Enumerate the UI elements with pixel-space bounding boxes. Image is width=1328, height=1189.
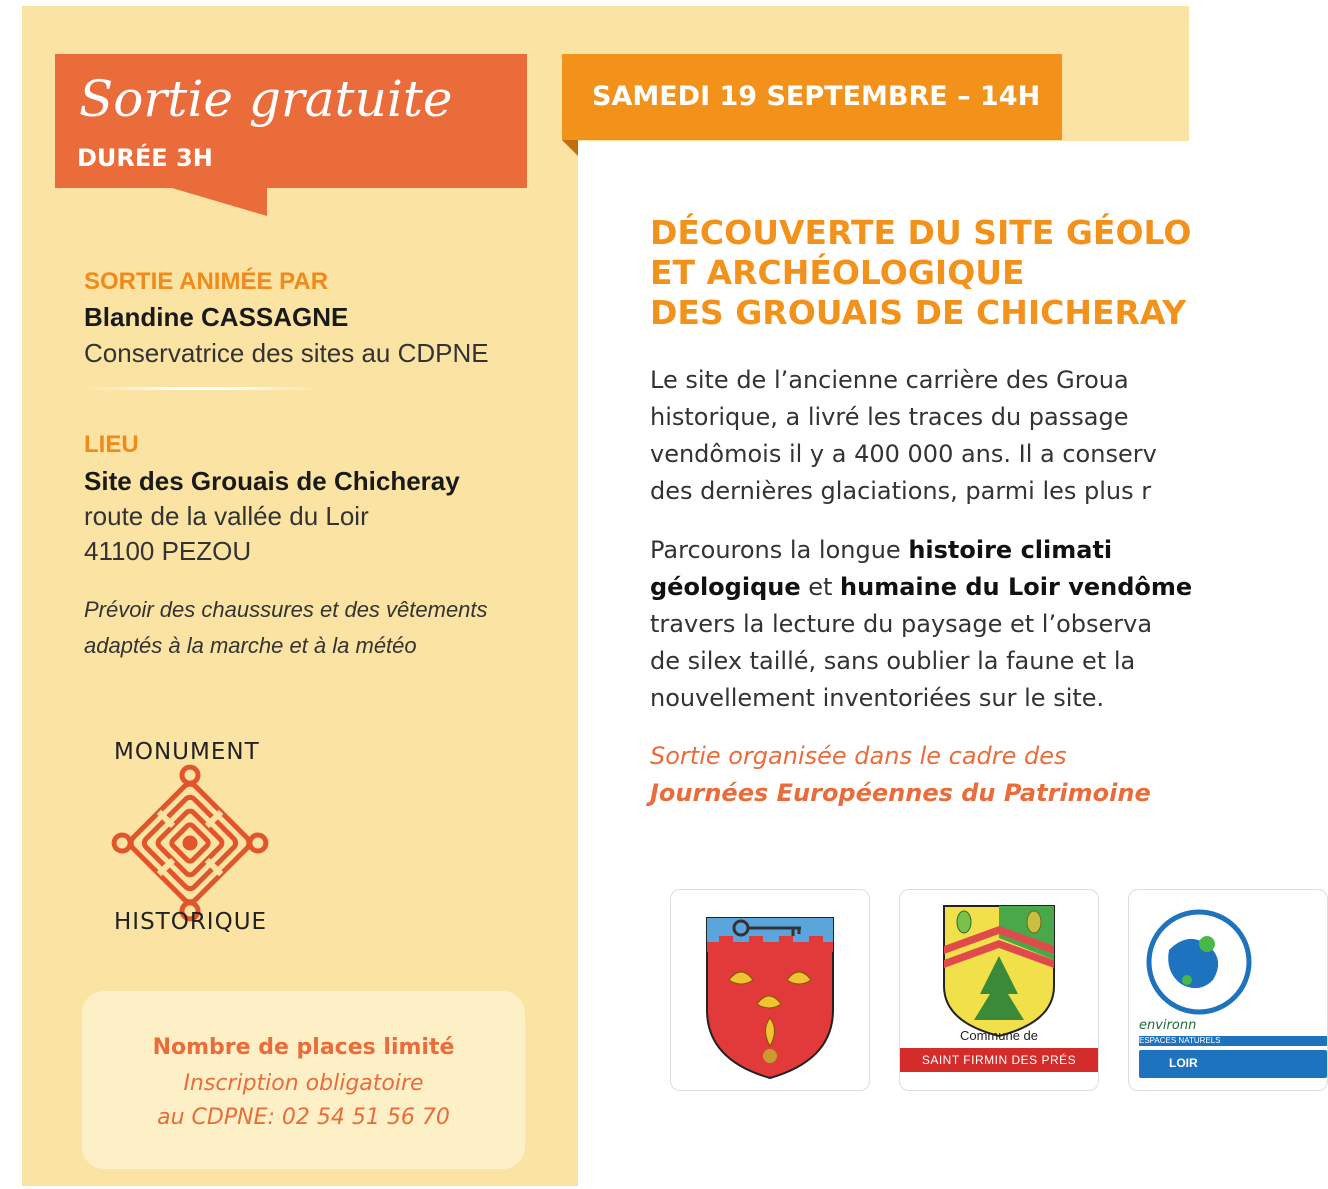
logo-card-environment (1128, 889, 1328, 1091)
environment-text: environn (1139, 1018, 1197, 1033)
right-panel (578, 141, 1221, 1186)
advice-line-2: adaptés à la marche et à la météo (84, 633, 417, 658)
paragraph-1-line: vendômois il y a 400 000 ans. Il a conserv (650, 440, 1157, 468)
para2-text: et (800, 573, 841, 601)
logo-card-saint-firmin (899, 889, 1099, 1091)
para2-bold: histoire climati (908, 536, 1113, 564)
logo-card-coat-of-arms (670, 889, 870, 1091)
organized-line-2: Journées Européennes du Patrimoine (650, 779, 1151, 807)
tag-duration: DURÉE 3H (77, 144, 213, 172)
paragraph-2-line (650, 532, 1112, 569)
paragraph-1-line: historique, a livré les traces du passage (650, 403, 1129, 431)
guide-name: Blandine CASSAGNE (84, 302, 349, 332)
animated-by-label: SORTIE ANIMÉE PAR (84, 268, 329, 295)
commune-label: Commune de (959, 1028, 1039, 1043)
tag-speech-tail (172, 188, 267, 216)
registration-phone-text: au CDPNE: 02 54 51 56 70 (157, 1105, 450, 1130)
para2-text: Parcourons la longue (650, 536, 909, 564)
commune-name-banner: SAINT FIRMIN DES PRÉS (900, 1048, 1098, 1072)
paragraph-1-line: des dernières glaciations, parmi les plus r (650, 477, 1152, 505)
registration-required-text: Inscription obligatoire (183, 1071, 424, 1096)
paragraph-2-line: de silex taillé, sans oublier la faune et la (650, 647, 1136, 675)
flyer (22, 6, 1221, 1186)
paragraph-2-line: nouvellement inventoriées sur le site. (650, 684, 1105, 712)
headline-line-3: DES GROUAIS DE CHICHERAY (650, 293, 1187, 332)
registration-box (82, 991, 525, 1169)
paragraph-2-line: travers la lecture du paysage et l’observa (650, 610, 1153, 638)
paragraph-1-line: Le site de l’ancienne carrière des Groua (650, 366, 1129, 394)
headline-line-1: DÉCOUVERTE DU SITE GÉOLO (650, 213, 1192, 252)
place-address-line-1: route de la vallée du Loir (84, 501, 369, 531)
para2-bold: humaine du Loir vendôme (840, 573, 1193, 601)
loir-banner (1139, 1050, 1327, 1078)
organized-line-1: Sortie organisée dans le cadre des (650, 742, 1067, 770)
advice-line-1: Prévoir des chaussures et des vêtements (84, 597, 488, 622)
loir-text: LOIR (1169, 1056, 1198, 1070)
monument-label-bottom: HISTORIQUE (114, 909, 268, 935)
place-name: Site des Grouais de Chicheray (84, 466, 460, 496)
free-outing-tag (55, 54, 527, 188)
environment-subbanner: ESPACES NATURELS (1139, 1036, 1327, 1046)
date-banner-fold (562, 140, 578, 156)
headline-line-2: ET ARCHÉOLOGIQUE (650, 253, 1025, 292)
place-label: LIEU (84, 431, 139, 458)
place-address-line-2: 41100 PEZOU (84, 536, 252, 566)
monument-historique-labyrinth-icon (120, 773, 260, 913)
paragraph-2-line (650, 569, 1192, 606)
event-date: SAMEDI 19 SEPTEMBRE – 14H (592, 81, 1041, 112)
para2-bold: géologique (650, 573, 801, 601)
limited-places-text: Nombre de places limité (152, 1035, 455, 1060)
monument-label-top: MONUMENT (114, 739, 260, 765)
date-banner (562, 54, 1062, 140)
guide-role: Conservatrice des sites au CDPNE (84, 338, 489, 368)
divider (84, 387, 320, 390)
tag-title: Sortie gratuite (79, 70, 453, 128)
left-column (22, 6, 600, 1186)
coat-of-arms-key-icon (671, 890, 869, 1090)
